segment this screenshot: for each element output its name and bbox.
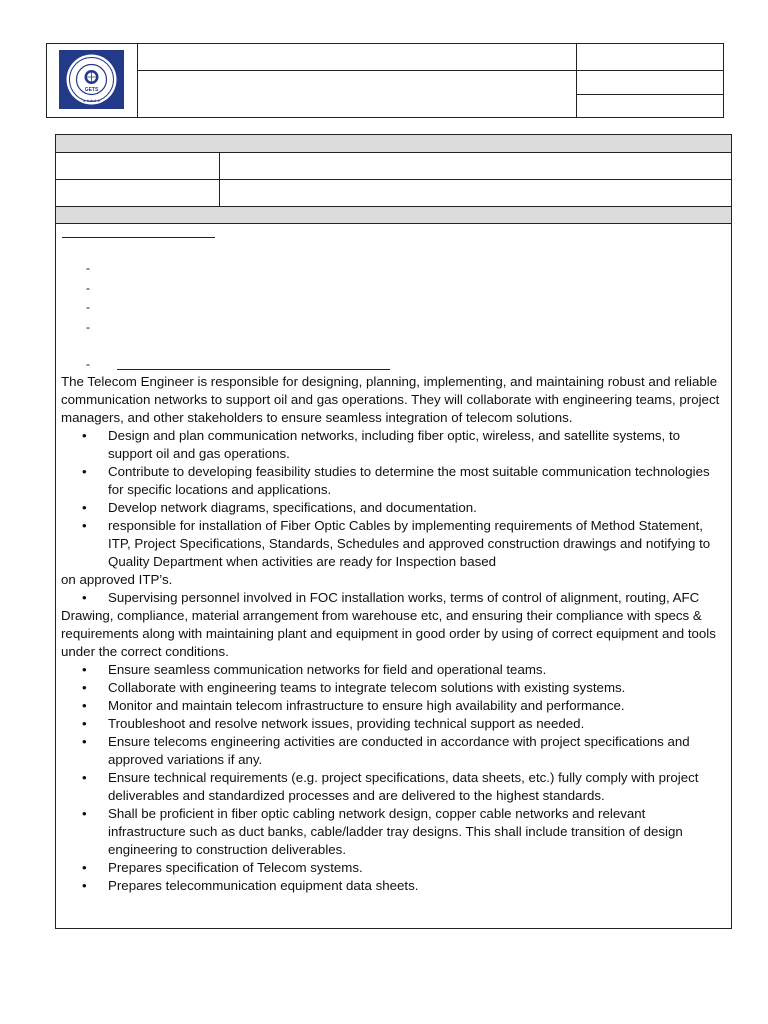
section-header-bar [56, 135, 731, 153]
svg-text:★★★★★: ★★★★★ [82, 98, 101, 103]
job-description [61, 373, 723, 895]
header-divider [576, 94, 724, 95]
logo-text: GETS [84, 87, 99, 93]
list-item: • Develop network diagrams, specifications, and documentation. [61, 499, 723, 517]
heading-underline [62, 237, 215, 238]
list-item: • Prepares specification of Telecom systems. [61, 859, 723, 877]
list-item: • Design and plan communication networks, including fiber optic, wireless, and satellite systems, to support oil and gas operations. [61, 427, 723, 463]
form-col-divider [219, 153, 220, 206]
list-item: • Ensure seamless communication networks for field and operational teams. [61, 661, 723, 679]
responsibility-list [61, 427, 723, 571]
list-item: • Monitor and maintain telecom infrastructure to ensure high availability and performance. [61, 697, 723, 715]
section-header-bar [56, 206, 731, 224]
dash-marker: - [86, 300, 90, 314]
heading-underline [117, 369, 390, 370]
company-logo [59, 50, 124, 109]
list-item: • Ensure telecoms engineering activities are conducted in accordance with project specifications and approved variations if any. [61, 733, 723, 769]
list-item: • Supervising personnel involved in FOC installation works, terms of control of alignment, routing, AFC [61, 589, 723, 607]
header-divider [576, 43, 577, 118]
list-item: • Troubleshoot and resolve network issues, providing technical support as needed. [61, 715, 723, 733]
list-item: • responsible for installation of Fiber Optic Cables by implementing requirements of Method Statement, ITP, Project Specifications, Standards, Schedules and approved construction drawings and notifying to Quality Department when activities are ready for Inspection based [61, 517, 723, 571]
continuation-text: on approved ITP’s. [61, 572, 173, 587]
dash-marker: - [86, 320, 90, 334]
header-table [46, 43, 724, 118]
logo-emblem-icon [59, 50, 124, 109]
list-item: • Shall be proficient in fiber optic cabling network design, copper cable networks and relevant infrastructure such as duct banks, cable/ladder tray designs. This shall include transition of design engineering to construction deliverables. [61, 805, 723, 859]
list-item: • Ensure technical requirements (e.g. project specifications, data sheets, etc.) fully comply with project deliverables and standardized processes and are delivered to the highest standards. [61, 769, 723, 805]
continuation-text: Drawing, compliance, material arrangement from warehouse etc, and ensuring their compliance with specs & requirements along with maintaining plant and equipment in good order by using of correct equipment and tools under the correct conditions. [61, 608, 716, 659]
dash-marker: - [86, 261, 90, 275]
dash-marker: - [86, 357, 90, 371]
dash-marker: - [86, 281, 90, 295]
list-item: • Collaborate with engineering teams to integrate telecom solutions with existing systems. [61, 679, 723, 697]
list-item: • Contribute to developing feasibility studies to determine the most suitable communication technologies for specific locations and applications. [61, 463, 723, 499]
list-item: • Prepares telecommunication equipment data sheets. [61, 877, 723, 895]
responsibility-list [61, 589, 723, 607]
responsibility-list [61, 661, 723, 895]
form-row-divider [55, 179, 732, 180]
intro-paragraph: The Telecom Engineer is responsible for designing, planning, implementing, and maintaining robust and reliable communication networks to support oil and gas operations. They will collaborate with engineering teams, project managers, and other stakeholders to ensure seamless integration of telecom solutions. [61, 374, 720, 425]
header-divider [137, 70, 724, 71]
header-divider [137, 43, 138, 118]
